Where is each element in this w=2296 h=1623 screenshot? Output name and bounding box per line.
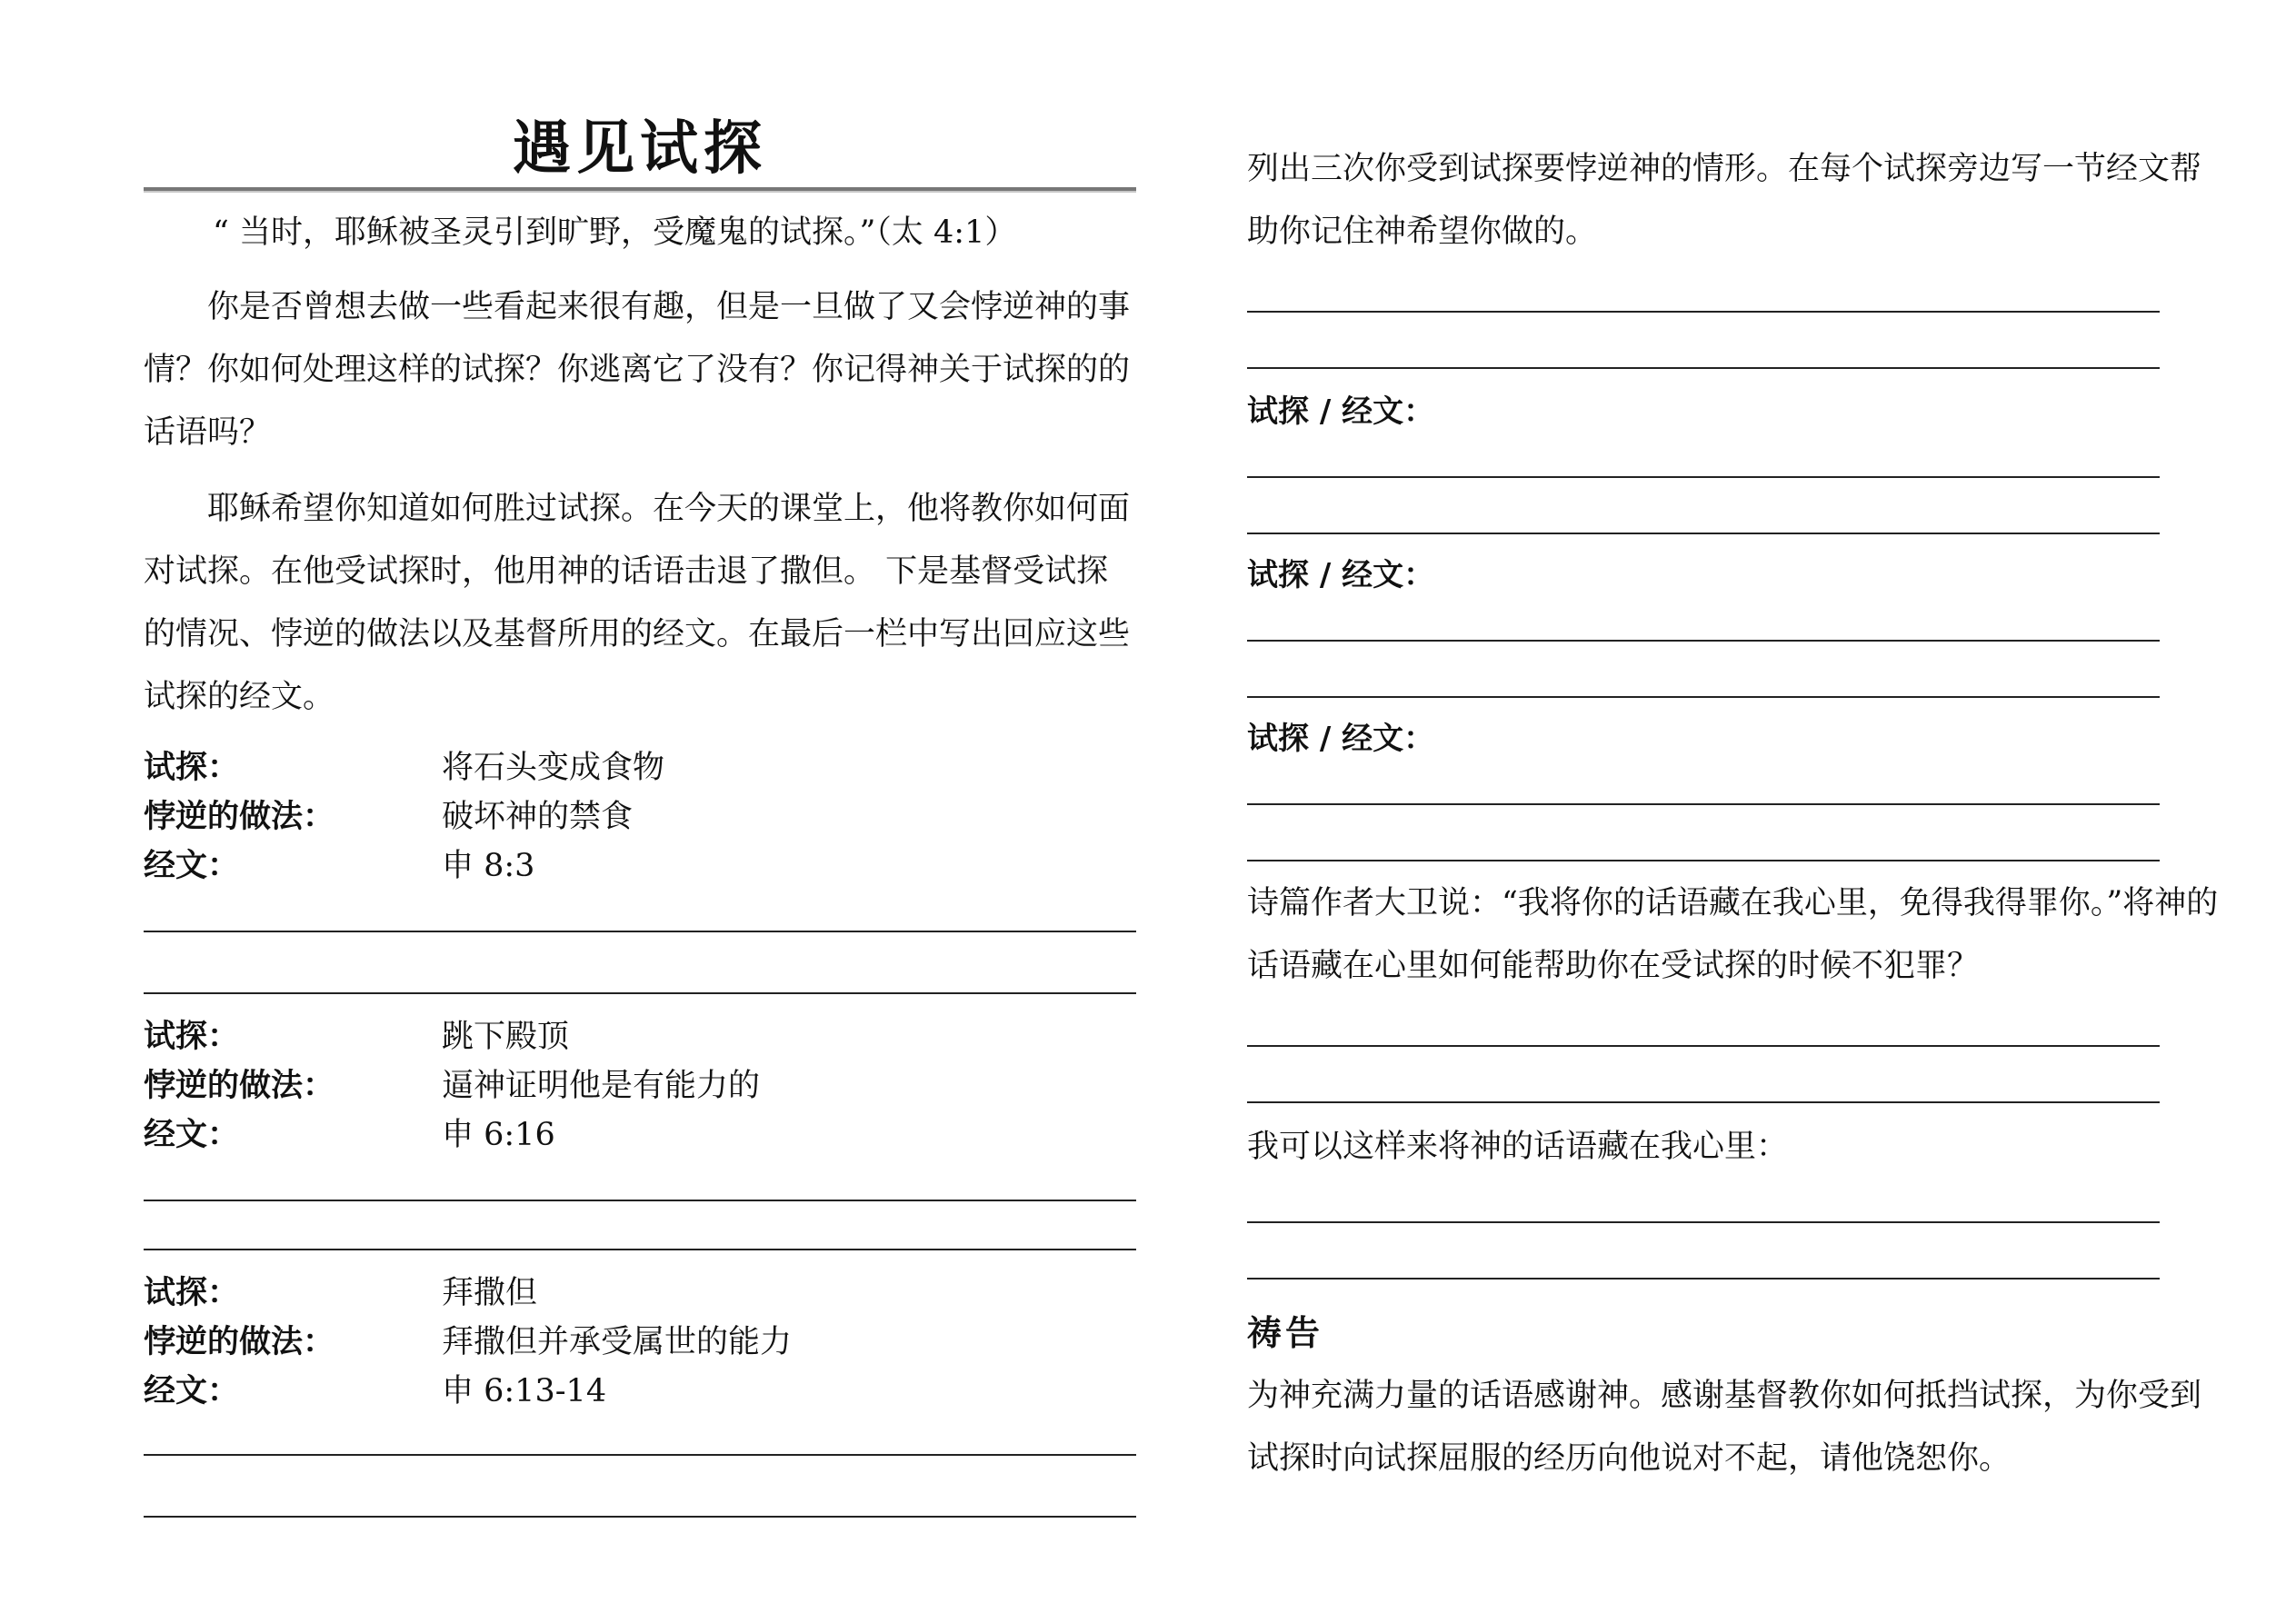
instruction-text: 列出三次你受到试探要悖逆神的情形。在每个试探旁边写一节经文帮助你记住神希望你做的。 bbox=[1247, 151, 2202, 250]
hide-word-prompt: 我可以这样来将神的话语藏在我心里： bbox=[1247, 1129, 1789, 1165]
temptation-value: 拜撒但 bbox=[442, 1275, 538, 1311]
answer-line[interactable] bbox=[144, 1454, 1136, 1456]
answer-line[interactable] bbox=[144, 992, 1136, 994]
answer-line[interactable] bbox=[1247, 1045, 2160, 1047]
scripture-value: 申 8:3 bbox=[442, 848, 535, 884]
answer-line[interactable] bbox=[144, 1200, 1136, 1201]
title-divider bbox=[144, 187, 1136, 193]
wrong-way-label: 悖逆的做法： bbox=[144, 1324, 335, 1360]
wrong-way-value: 逼神证明他是有能力的 bbox=[442, 1068, 761, 1104]
answer-line[interactable] bbox=[144, 1249, 1136, 1250]
temptation-value: 跳下殿顶 bbox=[442, 1019, 570, 1055]
temptation-label: 试探： bbox=[144, 750, 240, 786]
intro-paragraph-2: 耶稣希望你知道如何胜过试探。在今天的课堂上，他将教你如何面对试探。在他受试探时，他用神的话语击退了撒但。 下是基督受试探的情况、悖逆的做法以及基督所用的经文。在最后一栏中写出回应这些试探的经文。 bbox=[144, 491, 1131, 715]
answer-line[interactable] bbox=[1247, 476, 2160, 478]
temptation-scripture-label: 试探 / 经文： bbox=[1247, 393, 1435, 430]
key-verse: “ 当时，耶稣被圣灵引到旷野，受魔鬼的试探。”（太 4:1） bbox=[213, 214, 1017, 251]
scripture-value: 申 6:16 bbox=[442, 1117, 555, 1153]
answer-line[interactable] bbox=[1247, 1221, 2160, 1223]
temptation-scripture-label: 试探 / 经文： bbox=[1247, 557, 1435, 593]
temptation-label: 试探： bbox=[144, 1275, 240, 1311]
answer-line[interactable] bbox=[1247, 311, 2160, 313]
answer-line[interactable] bbox=[1247, 803, 2160, 805]
answer-line[interactable] bbox=[144, 1516, 1136, 1518]
prayer-heading: 祷告 bbox=[1247, 1312, 1324, 1353]
temptation-block-2 bbox=[144, 1012, 1136, 1160]
answer-line[interactable] bbox=[1247, 367, 2160, 369]
scripture-label: 经文： bbox=[144, 848, 240, 884]
temptation-scripture-label: 试探 / 经文： bbox=[1247, 721, 1435, 757]
answer-line[interactable] bbox=[1247, 1278, 2160, 1279]
scripture-label: 经文： bbox=[144, 1117, 240, 1153]
wrong-way-label: 悖逆的做法： bbox=[144, 799, 335, 835]
intro-paragraph-1: 你是否曾想去做一些看起来很有趣，但是一旦做了又会悖逆神的事情？你如何处理这样的试探？你逃离它了没有？你记得神关于试探的的话语吗？ bbox=[144, 289, 1131, 451]
page-title: 遇见试探 bbox=[513, 115, 767, 183]
wrong-way-value: 破坏神的禁食 bbox=[442, 799, 634, 835]
scripture-value: 申 6:13-14 bbox=[442, 1373, 607, 1409]
scripture-label: 经文： bbox=[144, 1373, 240, 1409]
answer-line[interactable] bbox=[144, 931, 1136, 932]
wrong-way-value: 拜撒但并承受属世的能力 bbox=[442, 1324, 793, 1360]
wrong-way-label: 悖逆的做法： bbox=[144, 1068, 335, 1104]
answer-line[interactable] bbox=[1247, 1101, 2160, 1103]
temptation-block-3 bbox=[144, 1269, 1136, 1416]
temptation-label: 试探： bbox=[144, 1019, 240, 1055]
answer-line[interactable] bbox=[1247, 533, 2160, 534]
answer-line[interactable] bbox=[1247, 860, 2160, 861]
prayer-text: 为神充满力量的话语感谢神。感谢基督教你如何抵挡试探，为你受到试探时向试探屈服的经历向他说对不起，请他饶恕你。 bbox=[1247, 1378, 2202, 1477]
temptation-value: 将石头变成食物 bbox=[442, 750, 665, 786]
answer-line[interactable] bbox=[1247, 696, 2160, 698]
psalm-question: 诗篇作者大卫说：“我将你的话语藏在我心里，免得我得罪你。”将神的话语藏在心里如何能帮助你在受试探的时候不犯罪？ bbox=[1247, 885, 2219, 984]
answer-line[interactable] bbox=[1247, 640, 2160, 642]
temptation-block-1 bbox=[144, 743, 1136, 891]
